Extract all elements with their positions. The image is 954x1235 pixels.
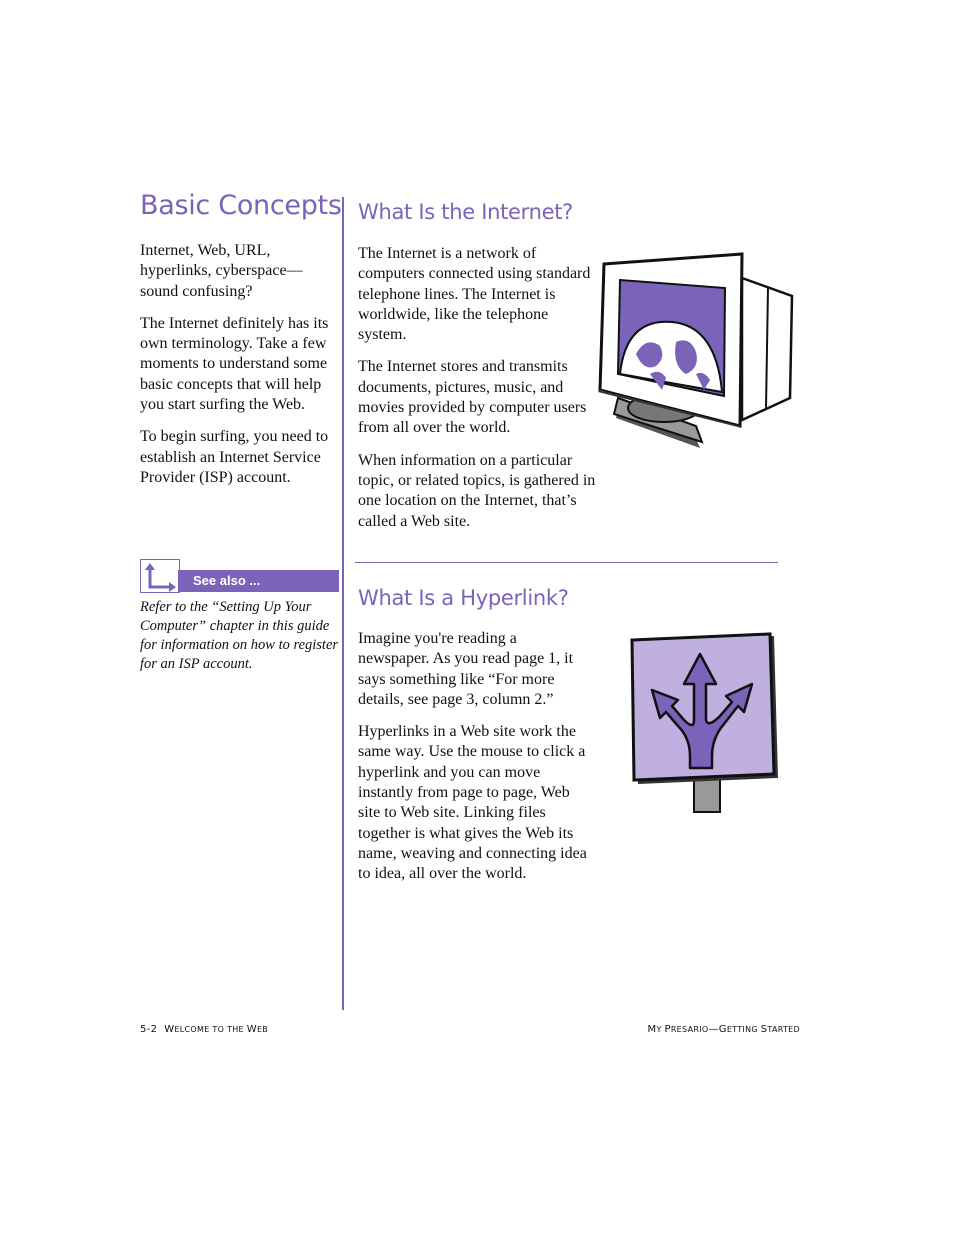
intro-paragraph: To begin surfing, you need to establish an Internet Service Provider (ISP) account. [140, 428, 329, 486]
see-also-text: Refer to the “Setting Up Your Computer” chapter in this guide for information on how to register for an ISP account. [140, 599, 339, 672]
chapter-name: WELCOME TO THE WEB [164, 1024, 269, 1035]
internet-paragraph: When information on a particular topic, or related topics, is gathered in one location on the Internet, that’s called a Web site. [358, 451, 596, 530]
internet-paragraph: The Internet stores and transmits documents, pictures, music, and movies provided by computer users from all over the world. [358, 358, 587, 437]
footer-right [648, 1024, 800, 1035]
direction-arrows-sign-icon [628, 632, 782, 816]
page-number: 5-2 [140, 1024, 158, 1035]
section-title-internet: What Is the Internet? [358, 200, 574, 224]
see-also-arrow-icon [140, 559, 180, 593]
internet-paragraph: The Internet is a network of computers connected using standard telephone lines. The Internet is worldwide, like the telephone system. [358, 245, 591, 344]
intro-paragraph: Internet, Web, URL, hyperlinks, cyberspace— sound confusing? [140, 242, 303, 300]
section-title-hyperlink: What Is a Hyperlink? [358, 586, 569, 610]
intro-text [140, 241, 332, 500]
computer-monitor-globe-icon [592, 250, 797, 455]
see-also-label: See also ... [178, 570, 339, 592]
internet-text [358, 244, 598, 544]
hyperlink-paragraph: Hyperlinks in a Web site work the same way. Use the mouse to click a hyperlink and you can move instantly from page to page, Web site to Web site. Linking files together is what gives the Web its name, weaving and connecting idea to idea, all over the world. [358, 723, 587, 883]
book-title: MY PRESARIO—GETTING STARTED [647, 1024, 800, 1035]
column-divider [342, 197, 344, 1010]
hyperlink-text [358, 629, 590, 897]
page-title: Basic Concepts [140, 190, 342, 221]
footer-left [140, 1024, 268, 1035]
section-divider [355, 562, 778, 563]
hyperlink-paragraph: Imagine you're reading a newspaper. As you read page 1, it says something like “For more details, see page 3, column 2.” [358, 630, 574, 708]
intro-paragraph: The Internet definitely has its own terminology. Take a few moments to understand some basic concepts that will help you start surfing the Web. [140, 314, 329, 414]
